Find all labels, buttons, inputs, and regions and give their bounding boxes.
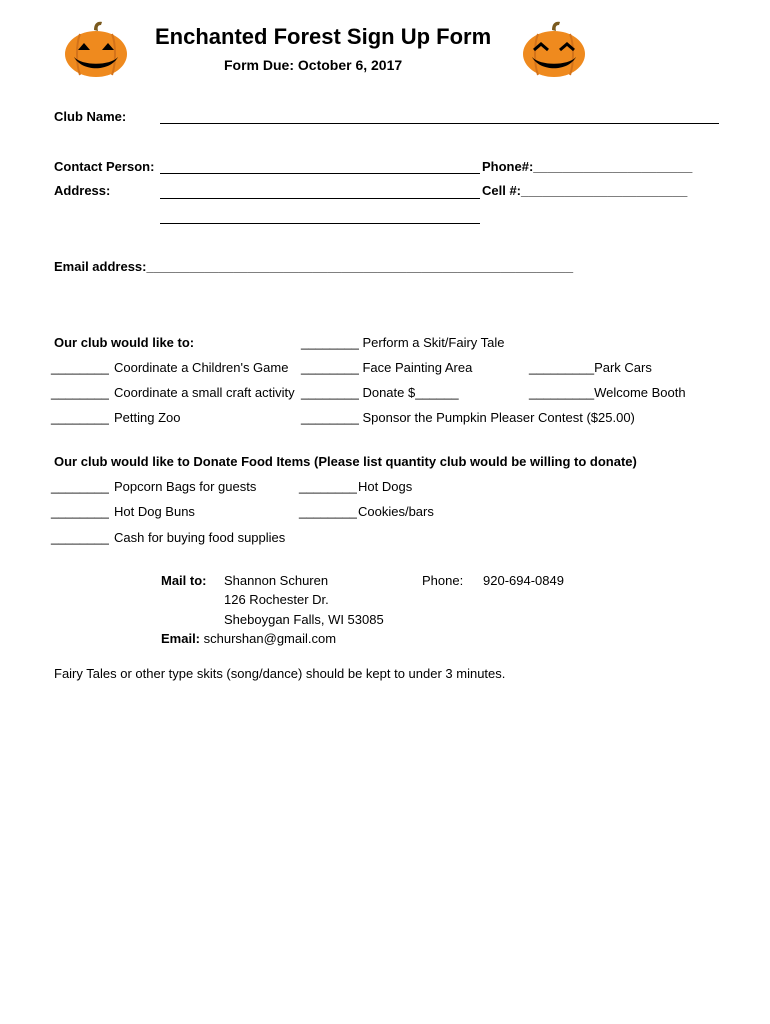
skit-note: Fairy Tales or other type skits (song/dance) should be kept to under 3 minutes. — [54, 666, 506, 681]
email-field[interactable]: Email address:___________________________________________________________ — [54, 259, 574, 274]
option-welcome-booth[interactable]: _________Welcome Booth — [529, 385, 686, 400]
hot-dogs-blank[interactable]: ________ — [299, 479, 357, 494]
mail-email-line — [161, 631, 336, 646]
activities-heading: Our club would like to: — [54, 335, 195, 350]
cash-blank[interactable]: ________ — [51, 530, 109, 545]
address-line-1[interactable] — [160, 198, 480, 199]
mail-phone: 920-694-0849 — [483, 573, 564, 588]
food-hot-dog-buns: Hot Dog Buns — [114, 504, 195, 519]
mail-email-label: Email: — [161, 631, 201, 646]
option-coordinate-craft: Coordinate a small craft activity — [114, 385, 295, 400]
coord-game-blank[interactable]: ________ — [51, 360, 109, 375]
contact-person-line[interactable] — [160, 173, 480, 174]
option-face-painting[interactable]: ________ Face Painting Area — [301, 360, 473, 375]
buns-blank[interactable]: ________ — [51, 504, 109, 519]
option-petting-zoo: Petting Zoo — [114, 410, 181, 425]
contact-person-label: Contact Person: — [54, 159, 155, 174]
food-popcorn: Popcorn Bags for guests — [114, 479, 257, 494]
mail-email[interactable]: schurshan@gmail.com — [203, 631, 337, 646]
cell-field[interactable]: Cell #:_______________________ — [482, 183, 688, 198]
cookies-blank[interactable]: ________ — [299, 504, 357, 519]
petting-zoo-blank[interactable]: ________ — [51, 410, 109, 425]
food-hot-dogs: Hot Dogs — [358, 479, 413, 494]
food-heading: Our club would like to Donate Food Items (Please list quantity club would be willing to donate) — [54, 454, 637, 469]
option-park-cars[interactable]: _________Park Cars — [529, 360, 652, 375]
mail-name: Shannon Schuren — [224, 573, 329, 588]
mail-street: 126 Rochester Dr. — [224, 592, 329, 607]
option-sponsor-contest[interactable]: ________ Sponsor the Pumpkin Pleaser Contest ($25.00) — [301, 410, 635, 425]
option-perform-skit[interactable]: ________ Perform a Skit/Fairy Tale — [301, 335, 505, 350]
pumpkin-icon — [64, 20, 128, 78]
club-name-line[interactable] — [160, 123, 719, 124]
coord-craft-blank[interactable]: ________ — [51, 385, 109, 400]
address-label: Address: — [54, 183, 111, 198]
popcorn-blank[interactable]: ________ — [51, 479, 109, 494]
mail-phone-label: Phone: — [422, 573, 464, 588]
mail-city: Sheboygan Falls, WI 53085 — [224, 612, 384, 627]
club-name-label: Club Name: — [54, 109, 127, 124]
option-donate[interactable]: ________ Donate $______ — [301, 385, 459, 400]
option-coordinate-game: Coordinate a Children's Game — [114, 360, 289, 375]
form-title: Enchanted Forest Sign Up Form — [155, 24, 492, 49]
form-due-date: Form Due: October 6, 2017 — [224, 57, 403, 73]
phone-field[interactable]: Phone#:______________________ — [482, 159, 693, 174]
pumpkin-icon — [522, 20, 586, 78]
food-cash: Cash for buying food supplies — [114, 530, 286, 545]
mail-to-label: Mail to: — [161, 573, 207, 588]
food-cookies: Cookies/bars — [358, 504, 434, 519]
address-line-2[interactable] — [160, 223, 480, 224]
